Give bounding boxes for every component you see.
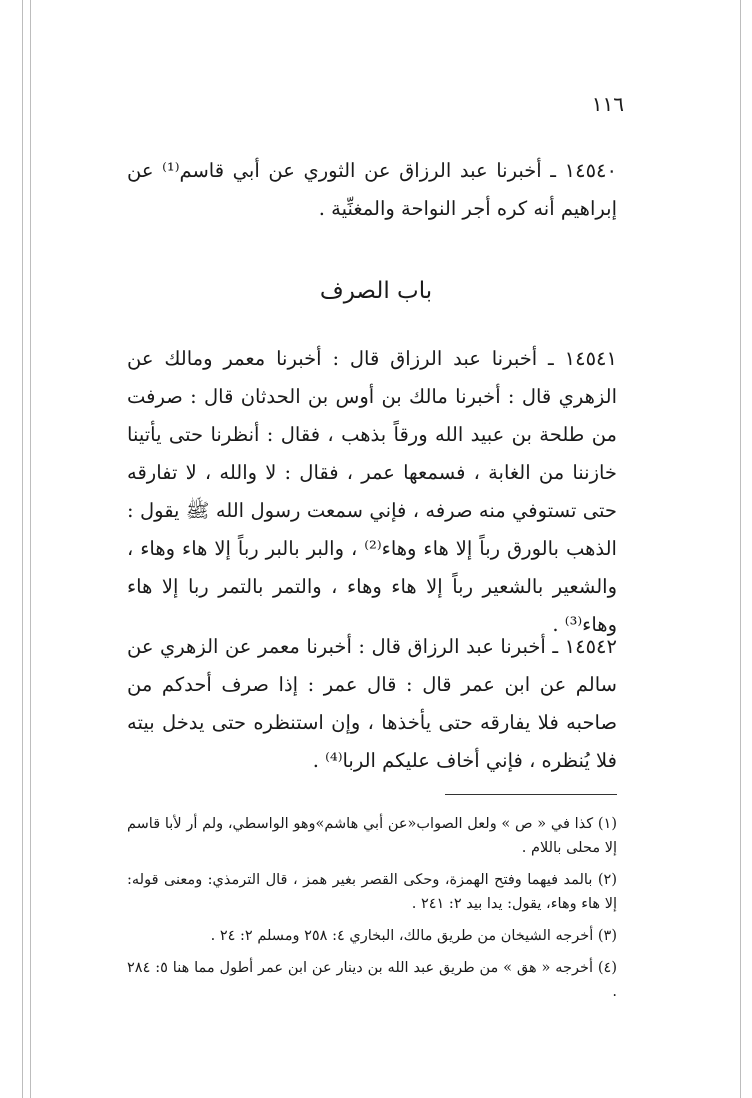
footnote-4: (٤) أخرجه « هق » من طريق عبد الله بن دينار عن ابن عمر أطول مما هنا ٥: ٢٨٤ . — [127, 960, 617, 1000]
entry-text: ١٤٥٤١ ـ أخبرنا عبد الرزاق قال : أخبرنا معمر ومالك عن الزهري قال : أخبرنا مالك بن أوس بن الحدثان قال : صرفت من طلحة بن عبيد الله ورقاً بذهب ، فقال : أنظرنا حتى يأتينا خازننا من الغابة ، فسمعها عمر ، فقال : لا والله ، لا تفارقه حتى تستوفي منه صرفه ، فإني سمعت رسول الله ﷺ يقول : الذهب بالورق رباً إلا هاء وهاء⁽²⁾ ، والبر بالبر رباً إلا هاء وهاء ، والشعير بالشعير رباً إلا هاء وهاء ، والتمر بالتمر ربا إلا هاء وهاء⁽³⁾ . — [127, 347, 617, 636]
footnote-2: (٢) بالمد فيهما وفتح الهمزة، وحكى القصر بغير همز ، قال الترمذي: ومعنى قوله: إلا هاء وهاء، يقول: يدا بيد ٢: ٢٤١ . — [127, 872, 617, 912]
page-edge-line-left-2 — [30, 0, 31, 1098]
entry-text: ١٤٥٤٠ ـ أخبرنا عبد الرزاق عن الثوري عن أبي قاسم⁽¹⁾ عن إبراهيم أنه كره أجر النواحة والمغنِّية . — [127, 159, 617, 220]
page-edge-line-left — [22, 0, 23, 1098]
entry-14541 — [127, 340, 617, 644]
footnote-3: (٣) أخرجه الشيخان من طريق مالك، البخاري ٤: ٢٥٨ ومسلم ٢: ٢٤ . — [210, 928, 617, 944]
page-number: ١١٦ — [591, 92, 624, 116]
entry-14542 — [127, 628, 617, 780]
entry-14540 — [127, 152, 617, 228]
page-edge-line-right — [740, 0, 741, 1098]
chapter-heading: باب الصرف — [319, 278, 433, 304]
footnotes — [127, 812, 617, 1012]
footnote-1: (١) كذا في « ص » ولعل الصواب«عن أبي هاشم»وهو الواسطي، ولم أر لأبا قاسم إلا محلى باللام . — [127, 816, 617, 856]
entry-text: ١٤٥٤٢ ـ أخبرنا عبد الرزاق قال : أخبرنا معمر عن الزهري عن سالم عن ابن عمر قال : قال عمر : إذا صرف أحدكم من صاحبه فلا يفارقه حتى يأخذها ، وإن استنظره حتى يدخل بيته فلا يُنظره ، فإني أخاف عليكم الربا⁽⁴⁾ . — [127, 635, 617, 772]
footnote-separator — [445, 794, 617, 795]
